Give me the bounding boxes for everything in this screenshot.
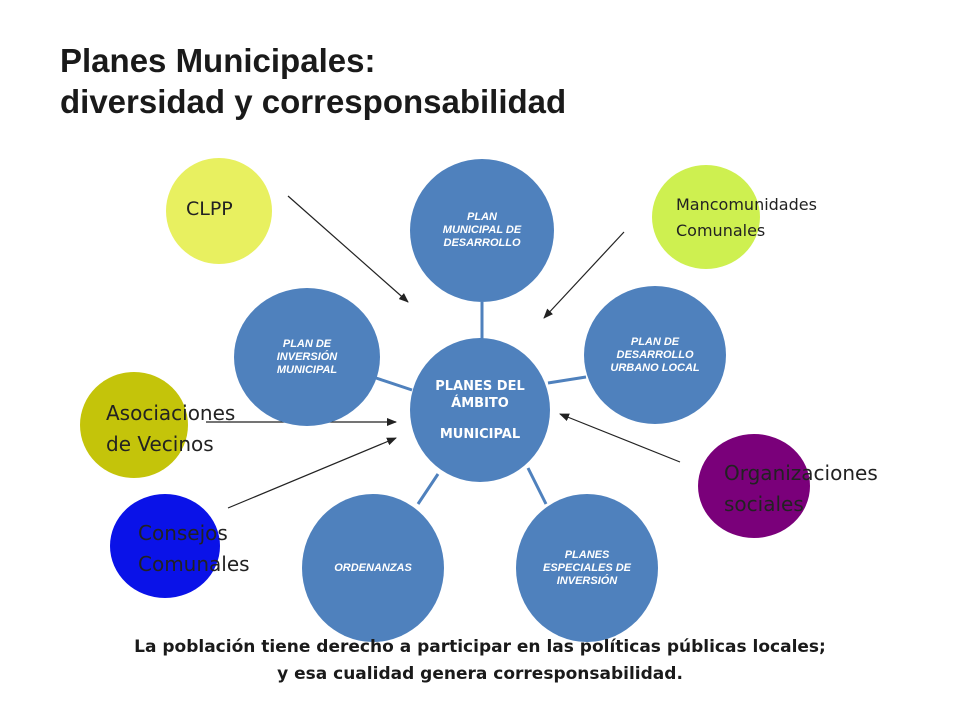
plan-label-plan-municipal-de-desarrollo: PLAN MUNICIPAL DE DESARROLLO [442,211,522,249]
center-label-line-2: MUNICIPAL [439,426,521,442]
plan-label-plan-de-desarrollo-urbano-local: PLAN DE DESARROLLO URBANO LOCAL [610,335,700,374]
plan-circle-ordenanzas [302,494,444,642]
arrow-clpp [288,196,408,302]
slide-title-line-2: diversidad y corresponsabilidad [60,83,567,120]
plan-circle-planes-especiales-de-inversion [516,494,658,642]
footer-line-1: La población tiene derecho a participar en las políticas públicas locales; [134,637,826,657]
footer-line-2: y esa cualidad genera corresponsabilidad. [277,664,683,684]
connector-plan-urbano [548,377,586,383]
connector-ordenanzas [418,474,438,504]
footer-note [80,634,880,688]
connector-planes-especiales [528,468,546,504]
plan-label-planes-especiales-de-inversion: PLANES ESPECIALES DE INVERSIÓN [542,548,632,587]
actor-label-consejos: Consejos Comunales [138,521,250,576]
actor-label-asociaciones: Asociaciones de Vecinos [106,401,236,456]
slide-title-line-1: Planes Municipales: [60,42,376,79]
actor-label-mancomunidades: Mancomunidades Comunales [676,195,817,240]
actor-label-organizaciones: Organizaciones sociales [724,461,878,516]
plan-label-plan-de-inversion-municipal: PLAN DE INVERSIÓN MUNICIPAL [276,337,338,376]
actor-label-clpp: CLPP [186,198,233,220]
plan-label-ordenanzas: ORDENANZAS [334,561,412,574]
center-circle [410,338,550,482]
center-label-line-1: PLANES DEL ÁMBITO [435,378,525,411]
plan-circle-plan-de-desarrollo-urbano-local [584,286,726,424]
connector-plan-inversion [376,378,412,390]
plan-circle-plan-municipal-de-desarrollo [410,159,554,302]
